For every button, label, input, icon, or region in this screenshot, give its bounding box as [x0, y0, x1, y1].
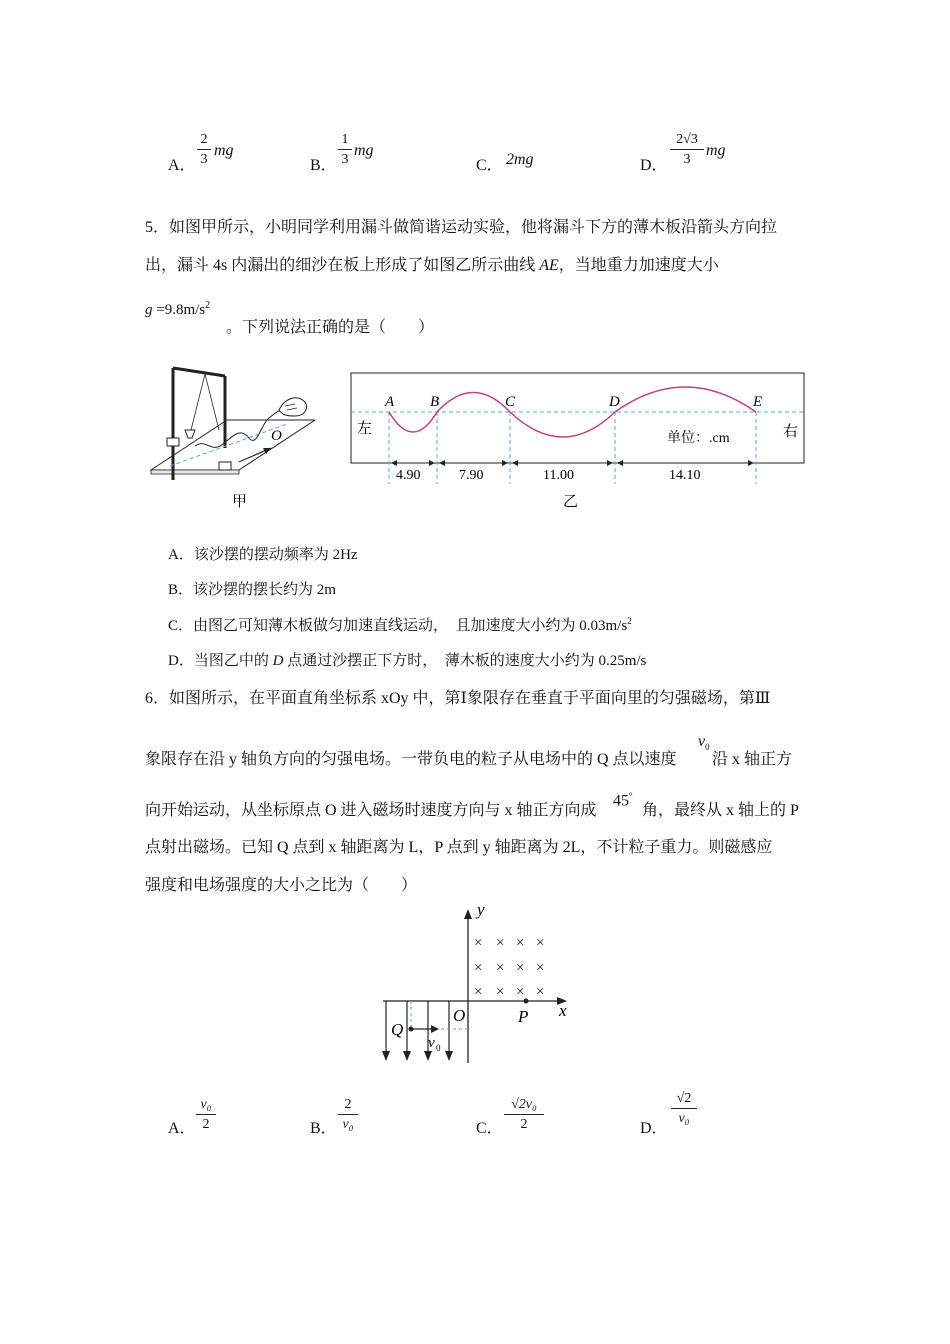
q5-yi-segment-3: 11.00	[543, 468, 574, 483]
q6-option-a-label: A．	[168, 1120, 196, 1137]
q6-velocity-sub: 0	[436, 1043, 441, 1053]
q6-v0-sub: 0	[705, 742, 710, 753]
q5-yi-caption: 乙	[563, 494, 579, 510]
svg-text:×: ×	[536, 984, 545, 1000]
q5-g-value: =9.8m/s	[152, 302, 206, 318]
q6-line-3a: 向开始运动，从坐标原点 O 进入磁场时速度方向与 x 轴正方向成	[145, 802, 597, 819]
q5-yi-point-c: C	[505, 394, 516, 410]
q6-option-a-den: 2	[202, 1117, 210, 1132]
q5-figure-yi	[345, 368, 810, 518]
q5-g-exp: 2	[205, 300, 211, 311]
q5-option-d-point: D	[272, 653, 284, 669]
q5-line-2a: 出，漏斗 4s 内漏出的细沙在板上形成了如图乙所示曲线	[145, 257, 540, 274]
q6-option-b-fraction	[338, 1096, 358, 1133]
svg-text:×: ×	[516, 984, 525, 1000]
q5-option-a: A．该沙摆的摆动频率为 2Hz	[168, 547, 358, 563]
q6-option-c-num: √2v₀	[511, 1097, 537, 1112]
q5-jia-point-o: O	[271, 428, 282, 444]
q6-line-1: 6．如图所示，在平面直角坐标系 xOy 中，第Ⅰ象限存在垂直于平面向里的匀强磁场，第Ⅲ	[145, 690, 771, 707]
svg-text:×: ×	[516, 935, 525, 951]
q5-option-d-a: D．当图乙中的	[168, 653, 273, 669]
q4-option-d-fraction	[670, 131, 704, 168]
q5-line-2	[145, 252, 719, 275]
svg-text:×: ×	[474, 935, 483, 951]
q5-option-c-text: C．由图乙可知薄木板做匀加速直线运动， 且加速度大小约为 0.03m/s	[168, 618, 628, 634]
q4-option-a-num: 2	[200, 132, 208, 147]
q6-option-b-num: 2	[344, 1097, 352, 1112]
q5-figure-jia	[145, 358, 315, 518]
q6-magnetic-field	[474, 935, 544, 1000]
q5-yi-left: 左	[357, 421, 373, 437]
q5-jia-caption: 甲	[232, 494, 248, 510]
svg-text:×: ×	[496, 984, 505, 1000]
svg-text:×: ×	[474, 960, 483, 976]
q5-yi-point-d: D	[609, 394, 620, 410]
q6-angle-degree: °	[629, 791, 633, 801]
q5-yi-segment-1: 4.90	[396, 468, 421, 483]
q6-velocity-label: v	[428, 1035, 435, 1051]
q4-option-b-num: 1	[341, 132, 349, 147]
q6-option-a-num: v₀	[200, 1097, 212, 1112]
q6-line-3b: 角，最终从 x 轴上的 P	[642, 802, 799, 819]
q6-option-d-den: v₀	[678, 1111, 690, 1126]
q6-angle	[613, 791, 633, 810]
svg-text:×: ×	[496, 960, 505, 976]
q6-point-q-label: Q	[391, 1020, 404, 1039]
q4-option-a-fraction	[197, 131, 211, 168]
q4-option-b-tail: mg	[354, 142, 374, 159]
q4-option-c-text: 2mg	[506, 151, 534, 168]
q5-yi-point-b: B	[430, 394, 440, 410]
q5-line-1: 5．如图甲所示，小明同学利用漏斗做简谐运动实验，他将漏斗下方的薄木板沿箭头方向拉	[145, 219, 778, 236]
q6-point-p-label: P	[518, 1007, 529, 1026]
q6-axis-x-label: x	[559, 1001, 567, 1020]
q6-v0	[698, 733, 710, 752]
q5-line-2c: ，当地重力加速度大小	[558, 257, 719, 274]
q6-line-4: 点射出磁场。已知 Q 点到 x 轴距离为 L，P 点到 y 轴距离为 2L，不计粒子重力。则磁感应	[145, 839, 773, 856]
q4-option-a-label: A．	[168, 157, 196, 174]
q5-option-d-b: 点通过沙摆正下方时， 薄木板的速度大小约为 0.25m/s	[283, 653, 647, 669]
q6-option-c-den: 2	[520, 1117, 528, 1132]
q6-option-c-label: C．	[476, 1120, 503, 1137]
q5-yi-unit: 单位：.cm	[667, 431, 730, 446]
q6-v0-symbol: v	[698, 733, 706, 750]
q5-curve-ae: AE	[539, 257, 559, 274]
q6-angle-value: 45	[613, 792, 629, 810]
q5-option-d	[168, 649, 646, 670]
q6-line-5: 强度和电场强度的大小之比为（ ）	[145, 877, 418, 894]
q4-option-d-tail: mg	[706, 142, 726, 159]
q5-yi-point-e: E	[753, 394, 763, 410]
q5-option-c	[168, 614, 632, 635]
svg-text:×: ×	[496, 935, 505, 951]
svg-text:×: ×	[536, 960, 545, 976]
q6-option-d-fraction	[671, 1090, 697, 1127]
q5-line-3: 。下列说法正确的是（ ）	[226, 319, 435, 336]
q4-option-d-label: D．	[640, 157, 668, 174]
q5-yi-right: 右	[783, 424, 799, 440]
q4-option-b-den: 3	[341, 152, 349, 167]
q6-origin-label: O	[453, 1006, 466, 1025]
svg-text:×: ×	[516, 960, 525, 976]
q6-option-a-fraction	[196, 1096, 216, 1133]
q4-option-a-den: 3	[200, 152, 208, 167]
q4-option-d-num: 2√3	[676, 132, 698, 147]
q6-option-c-fraction	[504, 1096, 544, 1133]
q5-g-formula	[145, 300, 210, 319]
q6-option-b-label: B．	[310, 1120, 337, 1137]
q5-option-b: B．该沙摆的摆长约为 2m	[168, 582, 336, 598]
q4-option-d-den: 3	[683, 152, 691, 167]
q6-line-2: 象限存在沿 y 轴负方向的匀强电场。一带负电的粒子从电场中的 Q 点以速度	[145, 751, 677, 768]
q5-yi-segment-4: 14.10	[669, 468, 701, 483]
q4-option-c-label: C．	[476, 157, 503, 174]
q6-option-b-den: v₀	[342, 1117, 354, 1132]
q6-figure	[375, 895, 585, 1070]
svg-text:×: ×	[474, 984, 483, 1000]
q4-option-b-fraction	[338, 131, 352, 168]
q6-line-2-tail: 沿 x 轴正方	[712, 751, 793, 768]
q6-option-d-num: √2	[676, 1091, 692, 1106]
q6-option-d-label: D．	[640, 1120, 668, 1137]
q5-yi-segment-2: 7.90	[459, 468, 484, 483]
svg-text:×: ×	[536, 935, 545, 951]
q6-axis-y-label: y	[477, 900, 485, 919]
q5-yi-point-a: A	[385, 394, 395, 410]
q5-g-symbol: g	[145, 302, 153, 318]
q4-option-a-tail: mg	[214, 142, 234, 159]
q4-option-b-label: B．	[310, 157, 337, 174]
q5-option-c-exp: 2	[627, 616, 632, 626]
